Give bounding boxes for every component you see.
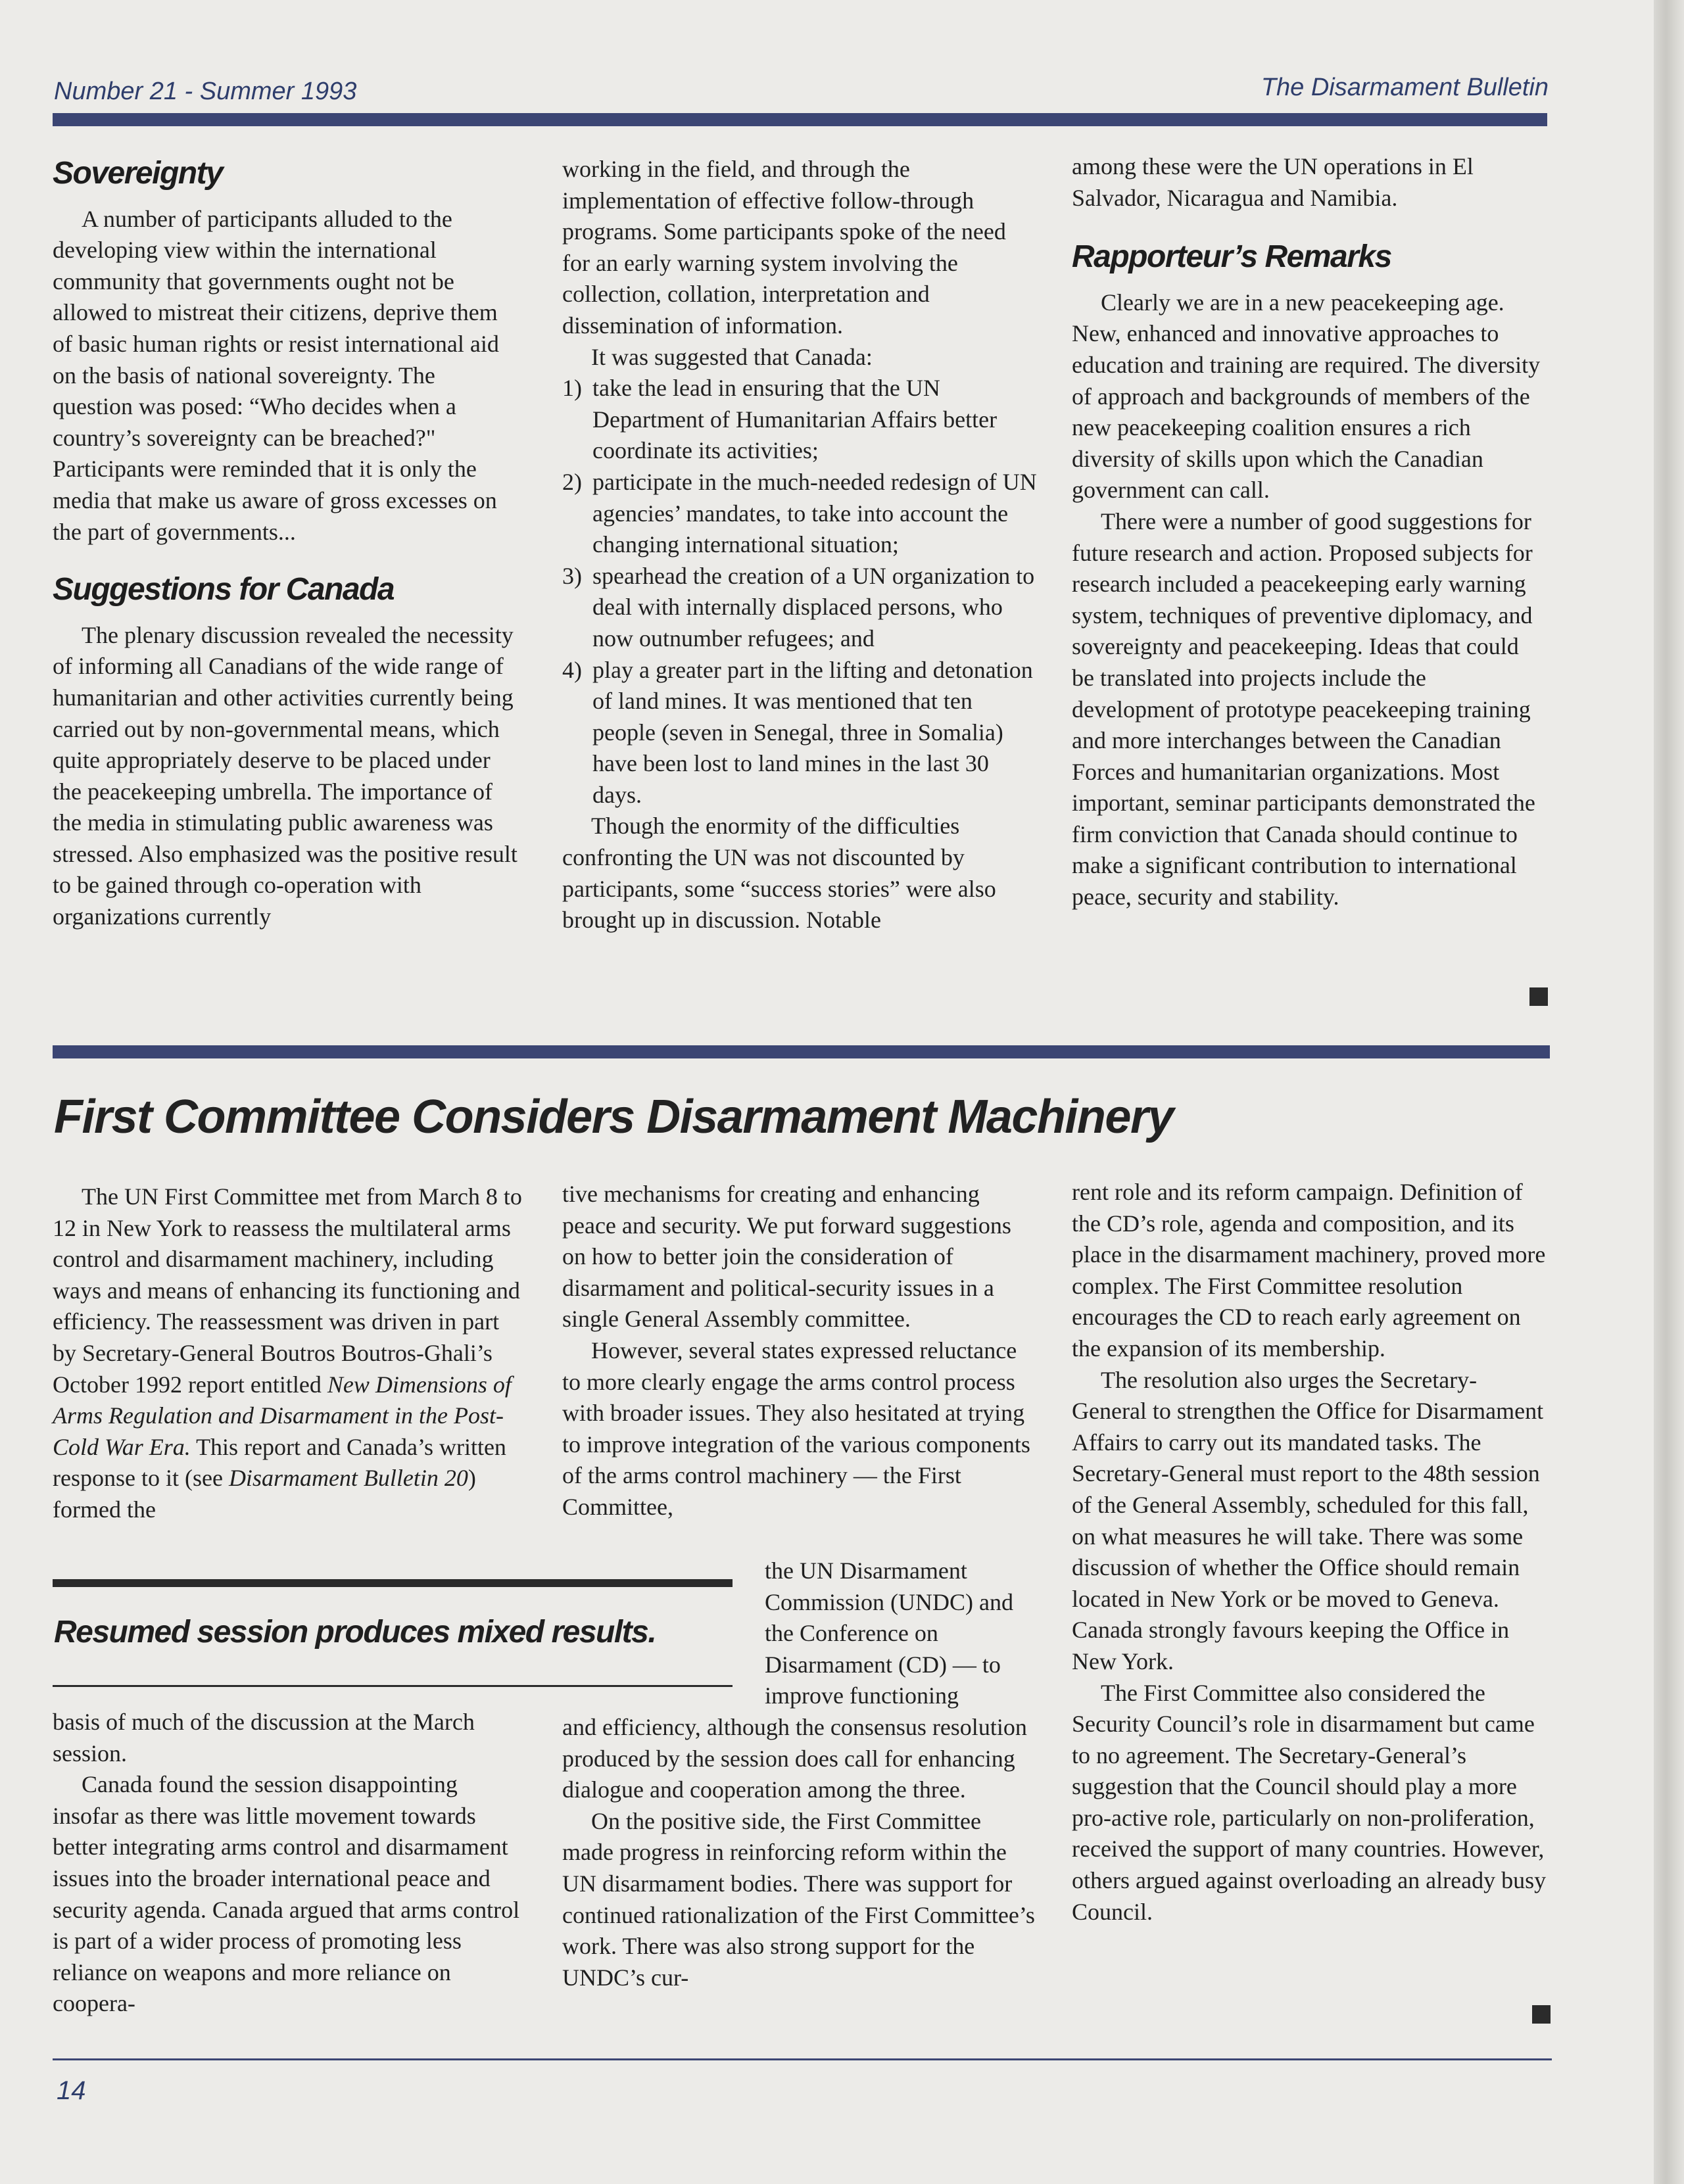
reluctance-paragraph-wrap: the UN Disarmament Commission (UNDC) and the Conference on Disarmament (CD) — to improve functioning	[765, 1557, 1013, 1709]
remarks-paragraph-2: There were a number of good suggestions for future research and action. Proposed subjects for research included a peacekeeping early warning system, techniques of preventive diplomacy, and sovereignty and peacekeeping. Ideas that could be translated into projects include the development of prototype peacekeeping training and more interchanges between the Canadian Forces and humanitarian organizations. Most important, seminar participants demonstrated the firm conviction that Canada should continue to make a significant contribution to international peace, security and stability.	[1072, 508, 1535, 911]
list-text: play a greater part in the lifting and detonation of land mines. It was mentioned that ten people (seven in Senegal, three in Somalia) have been lost to land mines in the last 30 days.	[592, 656, 1033, 808]
reluctance-paragraph: However, several states expressed reluctance to more clearly engage the arms control process with broader issues. They also hesitated at trying to improve integration of the various components of the arms control machinery — the First Committee,	[562, 1337, 1030, 1520]
article-subhead: Resumed session produces mixed results.	[54, 1615, 656, 1650]
list-item	[562, 561, 1037, 655]
end-mark	[1529, 987, 1548, 1006]
page-edge-shadow	[1654, 0, 1684, 2184]
suggestions-continuation: working in the field, and through the implementation of effective follow-through programs. Some participants spoke of the need for an early warning system involving the collection, collation, interpretation and dissemination of information.	[562, 156, 1006, 339]
main-column-2-bottom	[562, 1712, 1037, 1993]
success-stories-paragraph: Though the enormity of the difficulties confronting the UN was not discounted by participants, some “success stories” were also brought up in discussion. Notable	[562, 813, 996, 934]
page-number: 14	[57, 2076, 86, 2105]
list-number: 4)	[562, 656, 582, 683]
intro-text-c: ) formed the	[53, 1465, 476, 1523]
positive-side-paragraph: On the positive side, the First Committee made progress in reinforcing reform within the UN disarmament bodies. There was support for continued rationalization of the First Committee’s work. There was also strong support for the UNDC’s cur-	[562, 1807, 1035, 1991]
list-text: take the lead in ensuring that the UN Department of Humanitarian Affairs better coordinate its activities;	[592, 375, 998, 464]
cd-role-paragraph: rent role and its reform campaign. Definition of the CD’s role, agenda and composition, and its place in the disarmament machinery, proved more complex. The First Committee resolution encourages the CD to reach early agreement on the expansion of its membership.	[1072, 1179, 1546, 1362]
issue-label: Number 21 - Summer 1993	[54, 78, 357, 105]
section-heading-remarks: Rapporteur’s Remarks	[1072, 239, 1391, 275]
header-rule	[53, 113, 1547, 126]
section-heading-sovereignty: Sovereignty	[53, 156, 223, 191]
cooperative-mechanisms-paragraph: tive mechanisms for creating and enhancing peace and security. We put forward suggestions on how to better join the consideration of disarmament and political-security issues in a single General Assembly committee.	[562, 1181, 1011, 1333]
article-headline: First Committee Considers Disarmament Machinery	[54, 1091, 1174, 1143]
intro-paragraph-end: basis of much of the discussion at the March session.	[53, 1709, 475, 1767]
section-heading-suggestions: Suggestions for Canada	[53, 572, 395, 607]
intro-text-a: The UN First Committee met from March 8 to 12 in New York to reassess the multilateral arms control and disarmament machinery, including ways and means of enhancing its functioning and efficiency. The reassessment was driven in part by Secretary-General Boutros Boutros-Ghali’s October 1992 report entitled	[53, 1183, 522, 1398]
main-column-1-bottom	[53, 1707, 527, 2020]
main-column-2-wrap	[765, 1555, 1037, 1712]
list-number: 1)	[562, 375, 582, 402]
top-column-1	[53, 158, 521, 933]
office-disarmament-paragraph: The resolution also urges the Secretary-General to strengthen the Office for Disarmament Affairs to carry out its mandated tasks. The Secretary-General must report to the 48th session of the General Assembly, scheduled for this fall, on what measures he will take. There was some discussion of whether the Office should remain located in New York or be moved to Geneva. Canada strongly favours keeping the Office in New York.	[1072, 1366, 1544, 1674]
subhead-bottom-rule	[53, 1685, 733, 1687]
top-column-3	[1072, 151, 1547, 913]
list-number: 3)	[562, 562, 582, 589]
publication-title: The Disarmament Bulletin	[1261, 74, 1549, 101]
footer-rule	[53, 2058, 1552, 2060]
list-item	[562, 467, 1037, 561]
remarks-paragraph-1: Clearly we are in a new peacekeeping age. New, enhanced and innovative approaches to education and training are required. The diversity of approach and backgrounds of members of the new peacekeeping coalition ensures a rich diversity of skills upon which the Canadian government can call.	[1072, 289, 1541, 504]
end-mark	[1532, 2005, 1551, 2024]
reluctance-paragraph-end: and efficiency, although the consensus resolution produced by the session does call for enhancing dialogue and cooperation among the three.	[562, 1714, 1027, 1803]
main-column-2-top	[562, 1179, 1037, 1523]
article-divider-rule	[53, 1045, 1550, 1058]
list-item	[562, 373, 1037, 467]
suggestions-paragraph: The plenary discussion revealed the necessity of informing all Canadians of the wide range of humanitarian and other activities currently being carried out by non-governmental means, which quite appropriately deserve to be placed under the peacekeeping umbrella. The importance of the media in stimulating public awareness was stressed. Also emphasized was the positive result to be gained through co-operation with organizations currently	[53, 621, 517, 930]
list-item	[562, 655, 1037, 811]
top-column-2	[562, 154, 1037, 936]
canada-disappointment-paragraph: Canada found the session disappointing insofar as there was little movement towards better integrating arms control and disarmament issues into the broader international peace and security agenda. Canada argued that arms control is part of a wider process of promoting less reliance on weapons and more reliance on coopera-	[53, 1771, 520, 2017]
main-column-3	[1072, 1177, 1547, 1928]
list-number: 2)	[562, 468, 582, 495]
subhead-top-rule	[53, 1579, 733, 1587]
operations-paragraph: among these were the UN operations in El Salvador, Nicaragua and Namibia.	[1072, 153, 1474, 211]
security-council-paragraph: The First Committee also considered the Security Council’s role in disarmament but came to no agreement. The Secretary-General’s suggestion that the Council should play a more pro-active role, particularly on non-proliferation, received the support of many countries. However, others argued against overloading an already busy Council.	[1072, 1679, 1547, 1925]
bulletin-reference: Disarmament Bulletin 20	[228, 1465, 468, 1492]
suggestions-list-intro: It was suggested that Canada:	[591, 343, 873, 370]
main-column-1-top	[53, 1181, 527, 1526]
sovereignty-paragraph: A number of participants alluded to the developing view within the international community that governments ought not be allowed to mistreat their citizens, deprive them of basic human rights or resist international aid on the basis of national sovereignty. The question was posed: “Who decides when a country’s sovereignty can be breached?" Participants were reminded that it is only the media that make us aware of gross excesses on the part of governments...	[53, 205, 499, 545]
report-title: New Dimensions of Arms Regulation and Disarmament in the Post-Cold War Era.	[53, 1371, 512, 1460]
intro-paragraph	[53, 1181, 527, 1526]
list-text: spearhead the creation of a UN organization to deal with internally displaced persons, who now outnumber refugees; and	[592, 562, 1035, 652]
intro-text-b: This report and Canada’s written response to it (see	[53, 1433, 506, 1492]
list-text: participate in the much-needed redesign of UN agencies’ mandates, to take into account the changing international situation;	[592, 468, 1037, 558]
